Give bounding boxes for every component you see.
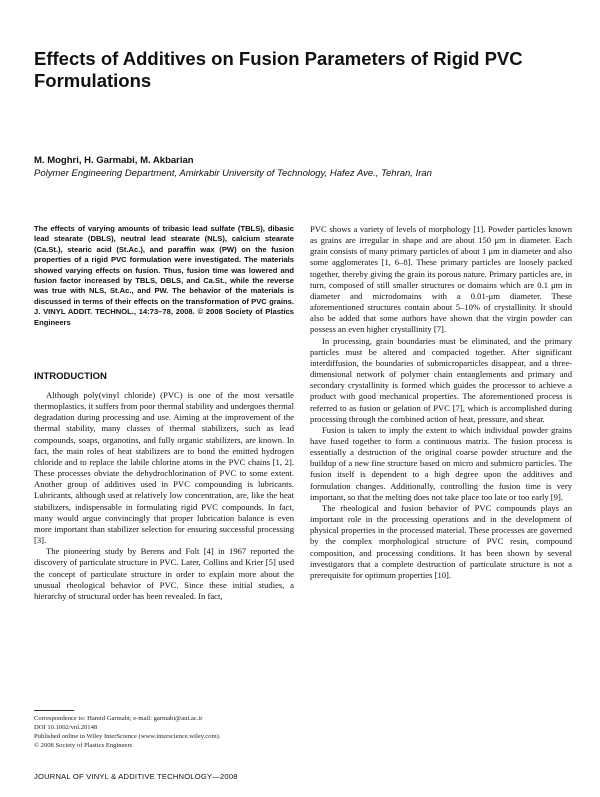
footnote-divider <box>34 710 74 711</box>
paragraph: The pioneering study by Berens and Folt [4] in 1967 reported the discovery of particulate structure in PVC. Later, Collins and Krier [5] used the concept of particulate structure in order to explain more about the unusual rheological behavior of PVC. Since these initial studies, a hierarchy of structural order has been revealed. In fact, <box>34 546 294 601</box>
article-title: Effects of Additives on Fusion Parameters of Rigid PVC Formulations <box>34 48 523 91</box>
footnotes <box>34 714 296 750</box>
paragraph: PVC shows a variety of levels of morphology [1]. Powder particles known as grains are irregular in shape and are about 150 μm in diameter. Each grain consists of many primary particles of about 1 μm in diameter and also some agglomerates [1, 6–8]. These primary particles are loosely packed together, thereby giving the grain its porous nature. Primary particles are, in turn, composed of still smaller structures or domains which are 0.1 μm in diameter and microdomains with a 0.01-μm diameter. These aforementioned structures contain about 5–10% of crystallinity. It should also be added that some authors have shown that the virgin powder can possess an even higher crystallinity [7]. <box>310 224 572 335</box>
published-note: Published online in Wiley InterScience (www.interscience.wiley.com). <box>34 733 221 740</box>
section-heading-introduction: INTRODUCTION <box>34 371 107 382</box>
copyright-note: © 2008 Society of Plastics Engineers <box>34 742 133 749</box>
journal-footer: JOURNAL OF VINYL & ADDITIVE TECHNOLOGY—2008 <box>34 772 238 781</box>
correspondence-note: Correspondence to: Hamid Garmabi; e-mail: garmabi@aut.ac.ir <box>34 715 203 722</box>
right-column <box>310 224 572 581</box>
author-affiliation: Polymer Engineering Department, Amirkabir University of Technology, Hafez Ave., Tehran, Iran <box>34 168 432 179</box>
paragraph: Fusion is taken to imply the extent to which individual powder grains have fused together to form a continuous matrix. The fusion process is essentially a destruction of the original coarse powder structure and the buildup of a new fine structure based on micro and submicro particles. The fusion itself is dependent to a high degree upon the additives and formulation changes. Additionally, controlling the fusion time is very important, so that the melting does not take place too late or too early [9]. <box>310 424 572 502</box>
paragraph: The rheological and fusion behavior of PVC compounds plays an important role in the processing operations and in the development of physical properties in the processed material. These processes are governed by the complex morphological structure of PVC resin, compound composition, and processing conditions. It has been shown by several investigators that a complete destruction of particulate structure is not a prerequisite for optimum properties [10]. <box>310 502 572 580</box>
paragraph: In processing, grain boundaries must be eliminated, and the primary particles must be altered and compacted together. After significant interdiffusion, the boundaries of submicroparticles disappear, and a three-dimensional network of polymer chain entanglements and primary and secondary crystallinity is formed which guides the processor to achieve a product with good mechanical properties. The aforementioned process is referred to as fusion or gelation of PVC [7], which is accomplished during processing through the combined action of heat, pressure, and shear. <box>310 335 572 424</box>
abstract: The effects of varying amounts of tribasic lead sulfate (TBLS), dibasic lead stearate (DBLS), neutral lead stearate (NLS), calcium stearate (Ca.St.), stearic acid (St.Ac.), and paraffin wax (PW) on the fusion properties of a rigid PVC formulation were investigated. The materials showed varying effects on fusion. Thus, fusion time was lowered and fusion factor increased by TBLS, DBLS, and Ca.St., while the reverse was true with NLS, St.Ac., and PW. The behavior of the materials is discussed in terms of their effects on the transformation of PVC grains. J. VINYL ADDIT. TECHNOL., 14:73–78, 2008. © 2008 Society of Plastics Engineers <box>34 224 294 327</box>
paragraph: Although poly(vinyl chloride) (PVC) is one of the most versatile thermoplastics, it suffers from poor thermal stability and undergoes thermal degradation during processing and use. Aiming at the improvement of the thermal stability, many classes of thermal stabilizers, such as lead compounds, soaps, organotins, and fully organic stabilizers, are known. In fact, the main roles of heat stabilizers are to bond the emitted hydrogen chloride and to replace the labile chlorine atoms in the PVC chains [1, 2]. These processes obviate the dehydrochlorination of PVC to some extent. Another group of additives used in PVC compounding is lubricants. Lubricants, although used at relatively low concentration, are, like the heat stabilizers, indispensable in formulating rigid PVC compounds. In fact, many would argue convincingly that proper lubrication balance is even more important than stabilizer selection for ensuring successful processing [3]. <box>34 390 294 546</box>
doi-note: DOI 10.1002/vnl.20148 <box>34 724 98 731</box>
left-column <box>34 390 294 602</box>
author-list: M. Moghri, H. Garmabi, M. Akbarian <box>34 155 194 166</box>
